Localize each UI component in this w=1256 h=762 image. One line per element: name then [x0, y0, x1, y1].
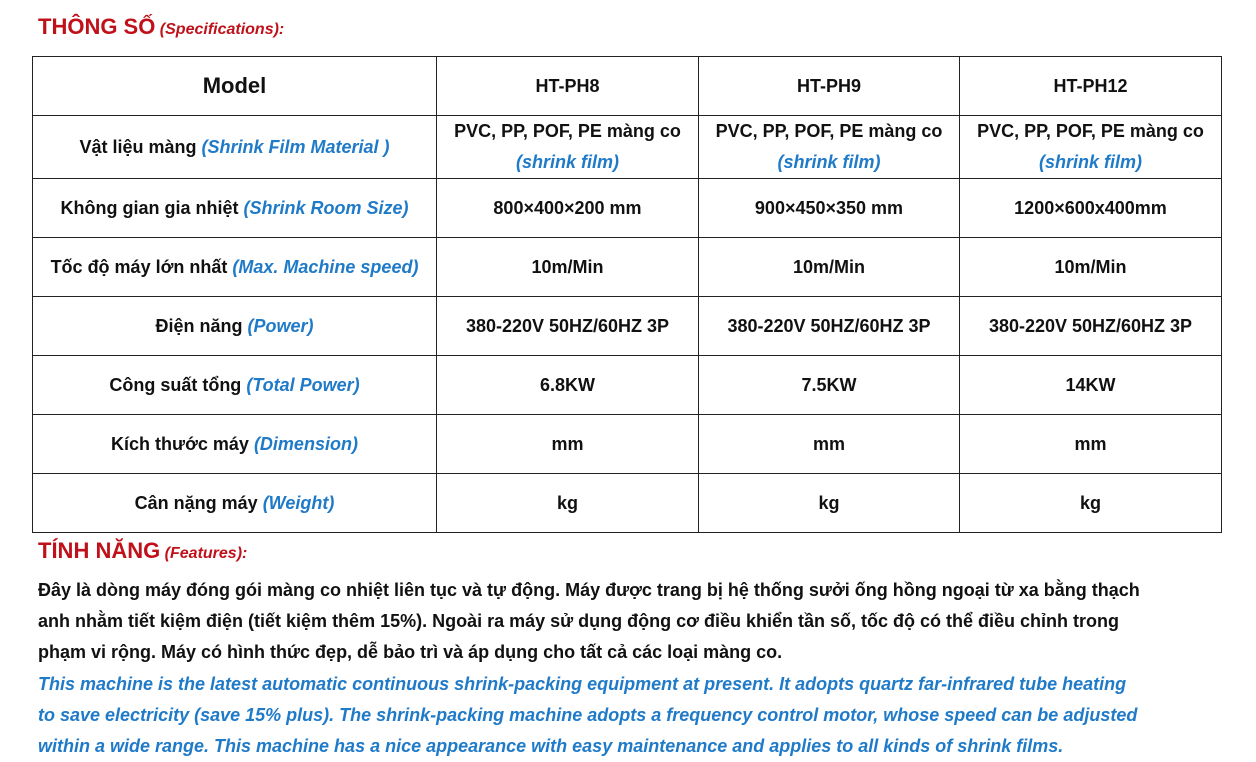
row-label-vi: Cân nặng máy [134, 492, 258, 513]
features-title-en: (Features): [164, 545, 248, 562]
row-label-vi: Kích thước máy [111, 433, 249, 454]
row-label-en: (Dimension) [253, 433, 358, 454]
features-heading [38, 538, 247, 564]
paragraph-line: anh nhằm tiết kiệm điện (tiết kiệm thêm 15%). Ngoài ra máy sử dụng động cơ điều khiển tần số, tốc độ có thể điều chỉnh trong [38, 611, 1119, 631]
table-cell: 7.5KW [699, 356, 960, 415]
table-row [33, 116, 1222, 179]
table-cell: 10m/Min [437, 238, 699, 297]
row-label-vi: Công suất tổng [109, 374, 242, 395]
row-label [33, 238, 437, 297]
table-cell: mm [699, 415, 960, 474]
table-cell [960, 116, 1222, 179]
cell-line-en: (shrink film) [777, 152, 881, 172]
paragraph-line: This machine is the latest automatic continuous shrink-packing equipment at present. It adopts quartz far-infrared tube heating [38, 674, 1127, 694]
row-label-en: (Power) [247, 315, 314, 336]
table-cell: 900×450×350 mm [699, 179, 960, 238]
specifications-heading [38, 14, 284, 40]
table-cell [699, 116, 960, 179]
row-label [33, 116, 437, 179]
table-cell: 10m/Min [960, 238, 1222, 297]
row-label-vi: Tốc độ máy lớn nhất [50, 256, 228, 277]
cell-line-en: (shrink film) [1038, 152, 1142, 172]
row-label-en: (Shrink Room Size) [243, 197, 409, 218]
cell-line: PVC, PP, POF, PE màng co [977, 121, 1204, 141]
table-cell [437, 116, 699, 179]
model-name: HT-PH9 [699, 57, 960, 116]
table-cell: 6.8KW [437, 356, 699, 415]
row-label-vi: Vật liệu màng [79, 136, 197, 157]
table-cell: kg [960, 474, 1222, 533]
features-description-en [38, 669, 1238, 762]
features-title-vi: TÍNH NĂNG [38, 538, 161, 563]
row-label-vi: Điện năng [155, 315, 243, 336]
table-cell: kg [437, 474, 699, 533]
table-cell: 1200×600x400mm [960, 179, 1222, 238]
specifications-title-en: (Specifications): [159, 21, 285, 38]
row-label-en: (Shrink Film Material ) [201, 136, 390, 157]
table-cell: 380-220V 50HZ/60HZ 3P [960, 297, 1222, 356]
paragraph-line: to save electricity (save 15% plus). The shrink-packing machine adopts a frequency control motor, whose speed can be adjusted [38, 705, 1138, 725]
row-label-vi: Không gian gia nhiệt [60, 197, 239, 218]
table-row [33, 297, 1222, 356]
table-header-row [33, 57, 1222, 116]
table-cell: 380-220V 50HZ/60HZ 3P [699, 297, 960, 356]
row-label-en: (Total Power) [246, 374, 360, 395]
row-label [33, 356, 437, 415]
table-cell: 380-220V 50HZ/60HZ 3P [437, 297, 699, 356]
specifications-title-vi: THÔNG SỐ [38, 14, 156, 39]
table-row [33, 179, 1222, 238]
row-label [33, 297, 437, 356]
cell-line: PVC, PP, POF, PE màng co [715, 121, 943, 141]
row-label [33, 474, 437, 533]
model-header: Model [33, 57, 437, 116]
model-name: HT-PH12 [960, 57, 1222, 116]
table-row [33, 238, 1222, 297]
row-label [33, 179, 437, 238]
table-cell: 10m/Min [699, 238, 960, 297]
paragraph-line: phạm vi rộng. Máy có hình thức đẹp, dễ bảo trì và áp dụng cho tất cả các loại màng co. [38, 642, 783, 662]
table-row [33, 474, 1222, 533]
specifications-table [32, 56, 1222, 533]
cell-line-en: (shrink film) [515, 152, 619, 172]
features-description-vi [38, 575, 1238, 668]
row-label [33, 415, 437, 474]
paragraph-line: Đây là dòng máy đóng gói màng co nhiệt liên tục và tự động. Máy được trang bị hệ thống sưởi ống hồng ngoại từ xa bằng thạch [38, 580, 1140, 600]
cell-line: PVC, PP, POF, PE màng co [454, 121, 681, 141]
paragraph-line: within a wide range. This machine has a nice appearance with easy maintenance and applies to all kinds of shrink films. [38, 736, 1064, 756]
table-cell: kg [699, 474, 960, 533]
model-name: HT-PH8 [437, 57, 699, 116]
table-row [33, 356, 1222, 415]
table-row [33, 415, 1222, 474]
row-label-en: (Weight) [262, 492, 335, 513]
table-cell: mm [437, 415, 699, 474]
table-cell: 800×400×200 mm [437, 179, 699, 238]
table-cell: 14KW [960, 356, 1222, 415]
table-cell: mm [960, 415, 1222, 474]
row-label-en: (Max. Machine speed) [232, 256, 419, 277]
